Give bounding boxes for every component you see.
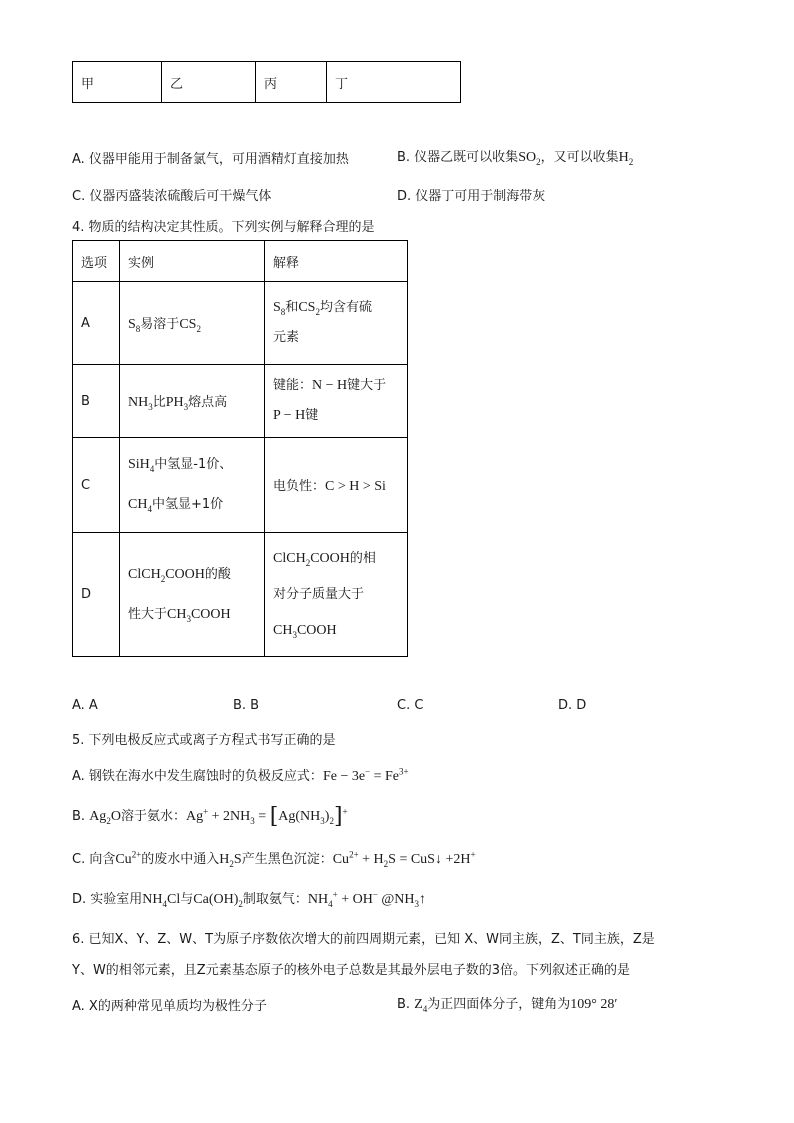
apparatus-yi: 乙 [162, 62, 256, 103]
apparatus-bing: 丙 [256, 62, 327, 103]
q4-row-b-explain: 键能：N − H键大于 P − H键 [265, 365, 408, 438]
q4-header-explain: 解释 [265, 241, 408, 282]
q4-row-b-option: B [73, 365, 120, 438]
apparatus-jia: 甲 [73, 62, 162, 103]
q4-stem: 4. 物质的结构决定其性质。下列实例与解释合理的是 [72, 220, 375, 235]
q6-option-b: B. $Z_4$为正四面体分子，键角为109° 28′ [397, 997, 618, 1014]
q4-choice-b: B. B [233, 698, 260, 713]
apparatus-table [72, 61, 461, 103]
q4-row-c-example: SiH$_4$中氢显-1价、 $CH_4$中氢显+1价 [120, 438, 265, 533]
q4-row-c [73, 438, 408, 533]
q4-row-a-explain: $S_8$和$CS_2$均含有硫 元素 [265, 282, 408, 365]
q4-header-example: 实例 [120, 241, 265, 282]
q4-choice-d: D. D [558, 698, 587, 713]
q3-option-a: A. 仪器甲能用于制备氯气，可用酒精灯直接加热 [72, 152, 349, 167]
q4-row-c-explain: 电负性：C > H > Si [265, 438, 408, 533]
q5-option-c: C. 向含$Cu^{2+}$的废水中通入$H_2S$产生黑色沉淀：$Cu^{2+} + H_2S$ = CuS↓ +2H+ [72, 849, 476, 869]
q3-option-c: C. 仪器丙盛装浓硫酸后可干燥气体 [72, 189, 272, 204]
q4-row-d-example: ClCH$_2$COOH的酸 性大于$CH_3COOH$ [120, 533, 265, 657]
q5-option-b: B. $Ag_2O$溶于氨水：$Ag^+ + 2NH_3 = [Ag(NH_3)_2]^+$ [72, 804, 348, 829]
q4-row-a-example: $S_8$易溶于$CS_2$ [120, 282, 265, 365]
q5-stem: 5. 下列电极反应式或离子方程式书写正确的是 [72, 733, 336, 748]
q4-row-d-explain: ClCH$_2$COOH的相 对分子质量大于 $CH_3COOH$ [265, 533, 408, 657]
q5-option-a: A. 钢铁在海水中发生腐蚀时的负极反应式：$Fe - 3e^- = Fe^{3+}$ [72, 766, 409, 784]
q6-line2: Y、W的相邻元素，且Z元素基态原子的核外电子总数是其最外层电子数的3倍。下列叙述正确的是 [72, 963, 630, 978]
q4-choice-a: A. A [72, 698, 98, 713]
q4-row-a-option: A [73, 282, 120, 365]
q4-row-c-option: C [73, 438, 120, 533]
q4-choice-c: C. C [397, 698, 424, 713]
q3-option-d: D. 仪器丁可用于制海带灰 [397, 189, 546, 204]
q4-row-d [73, 533, 408, 657]
q6-line1: 6. 已知X、Y、Z、W、T为原子序数依次增大的前四周期元素，已知 X、W同主族，Z、T同主族，Z是 [72, 932, 655, 947]
q4-row-a [73, 282, 408, 365]
q4-row-b [73, 365, 408, 438]
q4-row-d-option: D [73, 533, 120, 657]
q4-table [72, 240, 408, 657]
q4-header-option: 选项 [73, 241, 120, 282]
q6-option-a: A. X的两种常见单质均为极性分子 [72, 999, 267, 1014]
q5-option-d: D. 实验室用$NH_4Cl$与$Ca(OH)_2$制取氨气：$NH_4^+ + OH^-$ $@NH_3↑$ [72, 889, 427, 909]
q3-option-b: B. 仪器乙既可以收集$SO_2$，又可以收集$H_2$ [397, 150, 634, 167]
apparatus-ding: 丁 [327, 62, 461, 103]
q4-row-b-example: $NH_3$比$PH_3$熔点高 [120, 365, 265, 438]
